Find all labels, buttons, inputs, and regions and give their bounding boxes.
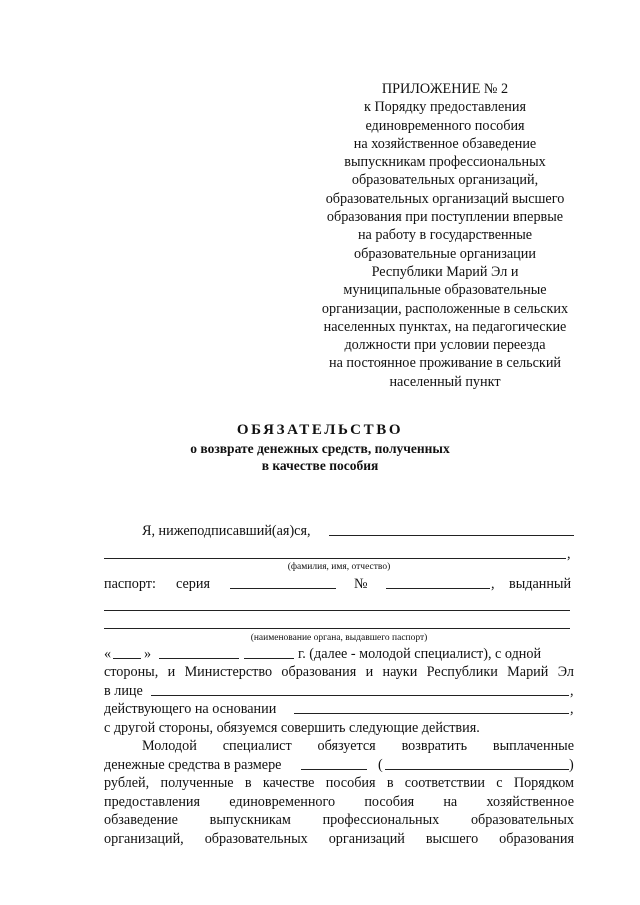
paren-open: ( <box>378 756 383 773</box>
appendix-line: образовательных организаций, <box>351 172 539 189</box>
appendix-header <box>300 80 590 391</box>
fio-comma: , <box>567 545 571 562</box>
issuer-row-1 <box>104 598 574 617</box>
appendix-line: населенных пунктах, на педагогические <box>323 318 567 335</box>
year-text: г. (далее - молодой специалист), с одной <box>298 645 542 662</box>
appendix-line: Республики Марий Эл и <box>371 263 519 280</box>
appendix-line: должности при условии переезда <box>344 337 546 354</box>
appendix-line: на хозяйственное обзаведение <box>353 135 537 152</box>
obligation-row <box>104 738 574 757</box>
amount-row <box>104 757 574 776</box>
body-text-2: предоставления единовременного пособия на хозяйственное <box>104 793 574 810</box>
appendix-line: к Порядку предоставления <box>364 99 526 116</box>
amount-words-input[interactable] <box>385 757 569 770</box>
body-row-3 <box>104 812 574 831</box>
fio-row <box>104 546 574 565</box>
appendix-line: организации, расположенные в сельских <box>321 300 569 317</box>
acting-label: действующего на основании <box>104 701 277 717</box>
issuer-row-2 <box>104 616 574 635</box>
passport-row <box>104 576 574 595</box>
parties-text: стороны, и Министерство образования и науки Республики Марий Эл <box>104 664 574 680</box>
form-body <box>104 523 574 849</box>
body-row-4 <box>104 831 574 850</box>
issuer-caption: (наименование органа, выдавшего паспорт) <box>250 632 428 643</box>
fio-input-line-2[interactable] <box>104 546 566 559</box>
representative-input[interactable] <box>151 683 569 696</box>
representative-comma: , <box>570 682 574 699</box>
fio-caption: (фамилия, имя, отчество) <box>287 562 391 572</box>
amount-label: денежные средства в размере <box>104 756 282 773</box>
subtitle-line: в качестве пособия <box>261 458 379 473</box>
appendix-line: на постоянное проживание в сельский <box>328 355 562 372</box>
series-label: серия <box>176 576 210 592</box>
document-title: ОБЯЗАТЕЛЬСТВО <box>236 422 404 438</box>
quote-open: « <box>104 645 112 662</box>
appendix-line: выпускникам профессиональных <box>344 154 546 171</box>
year-input[interactable] <box>244 646 294 659</box>
appendix-line: муниципальные образовательные <box>343 282 547 299</box>
date-row <box>104 646 574 665</box>
document-heading <box>120 420 520 474</box>
appendix-line: единовременного пособия <box>365 117 525 134</box>
series-input[interactable] <box>230 576 336 589</box>
in-person-row <box>104 683 574 702</box>
obligation-text: Молодой специалист обязуется возвратить выплаченные <box>142 738 574 754</box>
acting-row <box>104 701 574 720</box>
appendix-line: населенный пункт <box>389 373 501 390</box>
in-person-label: в лице <box>104 682 143 699</box>
body-row-1 <box>104 775 574 794</box>
month-input[interactable] <box>159 646 239 659</box>
passport-number-input[interactable] <box>386 576 490 589</box>
basis-input[interactable] <box>294 701 569 714</box>
passport-label: паспорт: <box>104 576 156 592</box>
other-side-text: с другой стороны, обязуемся совершить следующие действия. <box>104 719 480 736</box>
fio-input-line-1[interactable] <box>329 523 574 536</box>
appendix-line: образовательные организации <box>354 245 536 262</box>
amount-input[interactable] <box>301 757 367 770</box>
appendix-line: образовательных организаций высшего <box>325 190 565 207</box>
day-input[interactable] <box>113 646 141 659</box>
number-sign: № <box>354 576 368 592</box>
quote-close: » <box>144 645 152 662</box>
intro-label: Я, нижеподписавший(ая)ся, <box>142 523 311 539</box>
issued-label: выданный <box>509 576 572 592</box>
other-side-row <box>104 720 574 739</box>
parties-row <box>104 664 574 683</box>
issuer-input-line-2[interactable] <box>104 616 570 629</box>
subtitle-line: о возврате денежных средств, полученных <box>190 441 450 456</box>
body-text-4: организаций, образовательных организаций высшего образования <box>104 830 574 847</box>
paren-close: ) <box>569 756 574 773</box>
body-text-3: обзаведение выпускникам профессиональных образовательных <box>104 812 574 828</box>
body-row-2 <box>104 794 574 813</box>
appendix-line: ПРИЛОЖЕНИЕ № 2 <box>381 81 509 97</box>
issuer-input-line-1[interactable] <box>104 598 570 611</box>
document-subtitle <box>120 440 520 474</box>
appendix-line: на работу в государственные <box>357 227 533 244</box>
passport-comma: , <box>491 576 495 592</box>
basis-comma: , <box>570 701 574 717</box>
appendix-line: образования при поступлении впервые <box>326 209 564 226</box>
intro-row <box>104 523 574 542</box>
body-text-1: рублей, полученные в качестве пособия в соответствии с Порядком <box>104 775 574 791</box>
